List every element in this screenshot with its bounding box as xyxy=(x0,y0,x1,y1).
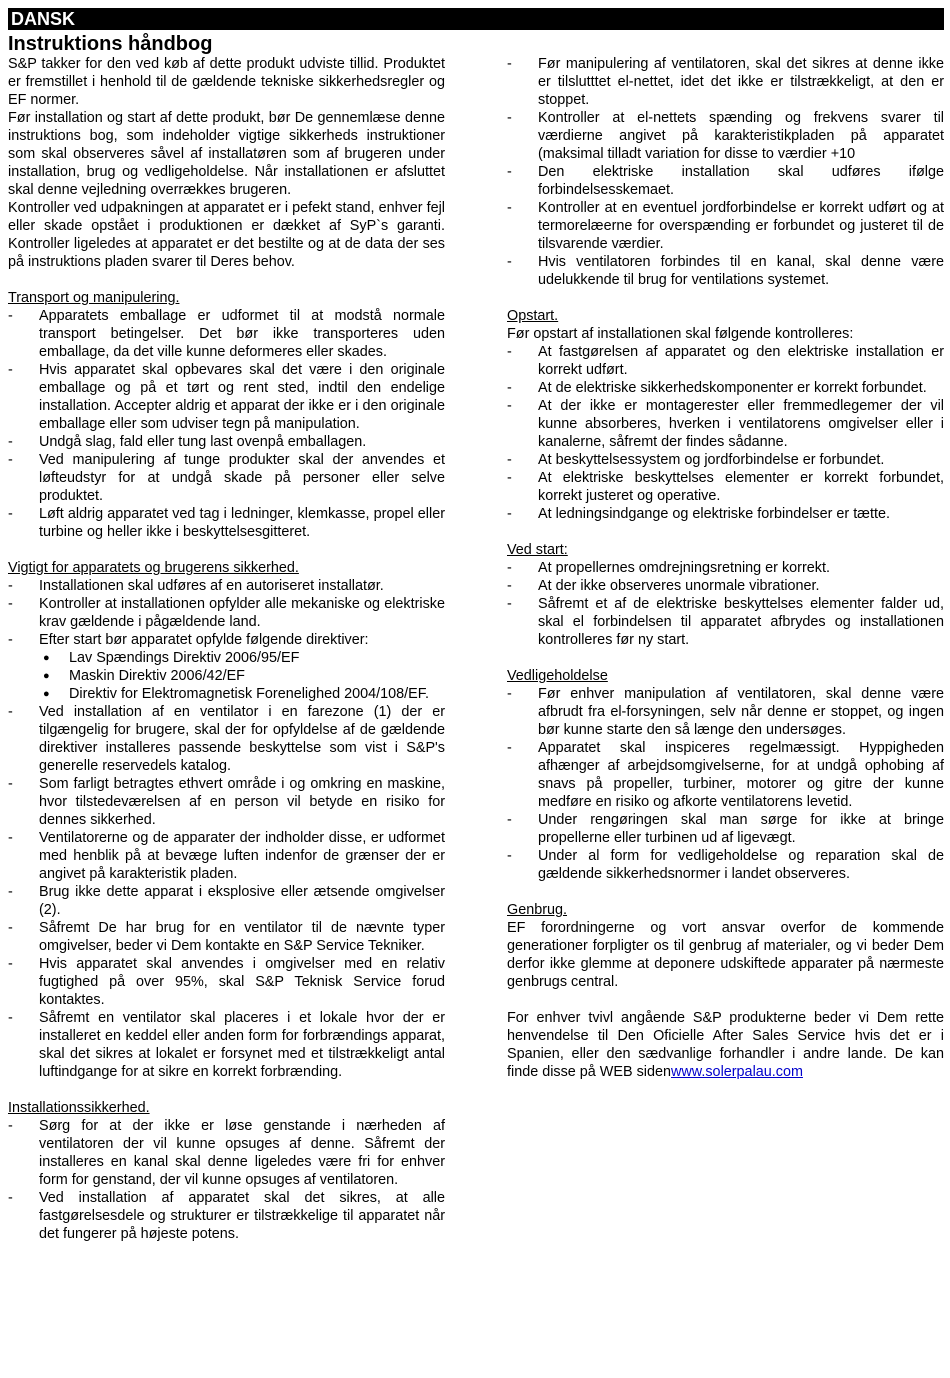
right-column xyxy=(507,55,944,1081)
list-item: - Før manipulering af ventilatoren, skal det sikres at denne ikke er tilslutttet el-nettet, idet det ikke er tilstrækkeligt, at den er stoppet. xyxy=(507,55,944,109)
list-item: - Hvis ventilatoren forbindes til en kanal, skal denne være udelukkende til brug for ventilations systemet. xyxy=(507,253,944,289)
page-title: Instruktions håndbog xyxy=(8,33,213,55)
list-item: - At der ikke er montagerester eller fremmedlegemer der vil kunne absorberes, hverken i ventilatorens omgivelser eller i kanalerne, såfremt der findes sådanne. xyxy=(507,397,944,451)
directive-item: ● Maskin Direktiv 2006/42/EF xyxy=(39,667,445,685)
list-item: - Hvis apparatet skal anvendes i omgivelser med en relativ fugtighed på over 95%, skal S&P Teknisk Service forud kontaktes. xyxy=(8,955,445,1009)
intro-paragraph: S&P takker for den ved køb af dette produkt udviste tillid. Produktet er fremstillet i henhold til de gældende tekniske sikkerhedsregler og EF normer. xyxy=(8,56,445,108)
list-item: - Apparatet skal inspiceres regelmæssigt. Hyppigheden afhænger af arbejdsomgivelserne, for at undgå ophobing af snavs på propeller, turbiner, motorer og gitre der kunne medføre en risiko og afkorte ventilatorens levetid. xyxy=(507,739,944,811)
list-item: - At beskyttelsessystem og jordforbindelse er forbundet. xyxy=(507,451,944,469)
list-item: - Installationen skal udføres af en autoriseret installatør. xyxy=(8,577,445,595)
list-item: - Under rengøringen skal man sørge for ikke at bringe propellerne eller turbinen ud af ligevægt. xyxy=(507,811,944,847)
list-item: - At der ikke observeres unormale vibrationer. xyxy=(507,577,944,595)
left-column xyxy=(8,55,445,1243)
section-heading-safety: Vigtigt for apparatets og brugerens sikkerhed. xyxy=(8,560,299,576)
list-item: - At ledningsindgange og elektriske forbindelser er tætte. xyxy=(507,505,944,523)
at-start-list xyxy=(507,559,944,649)
website-link[interactable]: www.solerpalau.com xyxy=(670,1064,803,1080)
list-item: - Som farligt betragtes ethvert område i og omkring en maskine, hvor tilstedeværelsen af en person vil betyde en risiko for dennes sikkerhed. xyxy=(8,775,445,829)
list-item: - Såfremt en ventilator skal placeres i et lokale hvor der er installeret en keddel eller anden form for forbrændings apparat, skal det sikres at lokalet er forsynet med et tilstrækkeligt antal luftindgange for at sikre en korrekt forbrænding. xyxy=(8,1009,445,1081)
list-item: - Hvis apparatet skal opbevares skal det være i den originale emballage og på et tørt og rent sted, indtil den endelige installation. Accepter aldrig et apparat der ikke er i den originale emballage eller som udviser tegn på manipulation. xyxy=(8,361,445,433)
transport-list xyxy=(8,307,445,541)
language-banner: DANSK xyxy=(8,8,944,30)
section-heading-recycling: Genbrug. xyxy=(507,902,568,918)
section-heading-at-start: Ved start: xyxy=(507,542,568,558)
directive-item: ● Direktiv for Elektromagnetisk Forenelighed 2004/108/EF. xyxy=(39,685,445,703)
list-item: - Ved manipulering af tunge produkter skal der anvendes et løfteudstyr for at undgå skade på personer eller selve produktet. xyxy=(8,451,445,505)
section-heading-maintenance: Vedligeholdelse xyxy=(507,668,608,684)
list-item: - At de elektriske sikkerhedskomponenter er korrekt forbundet. xyxy=(507,379,944,397)
directives-list xyxy=(8,649,445,703)
startup-intro: Før opstart af installationen skal følgende kontrolleres: xyxy=(507,326,854,342)
maintenance-list xyxy=(507,685,944,883)
section-heading-startup: Opstart. xyxy=(507,308,559,324)
list-item: - Såfremt De har brug for en ventilator til de nævnte typer omgivelser, beder vi Dem kontakte en S&P Service Tekniker. xyxy=(8,919,445,955)
list-item: - Kontroller at installationen opfylder alle mekaniske og elektriske krav gældende i pågældende land. xyxy=(8,595,445,631)
list-item: - Kontroller at el-nettets spænding og frekvens svarer til værdierne angivet på karakteristikpladen på apparatet (maksimal tilladt variation for disse to værdier +10 xyxy=(507,109,944,163)
intro-paragraph: Før installation og start af dette produkt, bør De gennemlæse denne instruktions bog, som indeholder vigtige sikkerheds instruktioner som skal observeres såvel af installatøren som af brugeren under installation, brug og vedligeholdelse. Når installationen er afsluttet skal denne vejledning overrækkes brugeren. xyxy=(8,110,445,198)
list-item: - Brug ikke dette apparat i eksplosive eller ætsende omgivelser (2). xyxy=(8,883,445,919)
continued-safety-list xyxy=(507,55,944,289)
list-item: - Under al form for vedligeholdelse og reparation skal de gældende sikkerhedsnormer i landet observeres. xyxy=(507,847,944,883)
closing-text: For enhver tvivl angående S&P produkterne beder vi Dem rette henvendelse til Den Oficielle After Sales Service hvis det er i Spanien, eller den sædvanlige forhandler i andre lande. De kan finde disse på WEB siden xyxy=(507,1010,944,1080)
recycling-text: EF forordningerne og vort ansvar overfor de kommende generationer forpligter os til genbrug af materialer, og vi beder Dem derfor ikke glemme at deponere udskiftede apparater på nærmeste genbrugs central. xyxy=(507,920,944,990)
section-heading-transport: Transport og manipulering. xyxy=(8,290,180,306)
directive-item: ● Lav Spændings Direktiv 2006/95/EF xyxy=(39,649,445,667)
list-item: - Ved installation af en ventilator i en farezone (1) der er tilgængelig for brugere, skal der for opfyldelse af de gældende direktiver installeres passende beskyttelse som vist i S&P's generelle reservedels katalog. xyxy=(8,703,445,775)
list-item: - Såfremt et af de elektriske beskyttelses elementer falder ud, skal el forbindelsen til apparatet afbrydes og installationen kontrolleres før ny start. xyxy=(507,595,944,649)
closing-paragraph xyxy=(507,1009,944,1081)
list-item: - At elektriske beskyttelses elementer er korrekt forbundet, korrekt justeret og operative. xyxy=(507,469,944,505)
list-item: - Apparatets emballage er udformet til at modstå normale transport betingelser. Det bør ikke transporteres uden emballage, da det ville kunne deformeres eller skades. xyxy=(8,307,445,361)
list-item: - Efter start bør apparatet opfylde følgende direktiver: xyxy=(8,631,445,649)
safety-list xyxy=(8,577,445,649)
list-item: - Undgå slag, fald eller tung last ovenpå emballagen. xyxy=(8,433,445,451)
safety-list-continued xyxy=(8,703,445,1081)
list-item: - Ventilatorerne og de apparater der indholder disse, er udformet med henblik på at bevæge luften indenfor de grænser der er angivet på karakteristik pladen. xyxy=(8,829,445,883)
list-item: - At propellernes omdrejningsretning er korrekt. xyxy=(507,559,944,577)
list-item: - Før enhver manipulation af ventilatoren, skal denne være afbrudt fra el-forsyningen, selv når denne er stoppet, og ingen bør kunne starte den så længe den undersøges. xyxy=(507,685,944,739)
list-item: - Løft aldrig apparatet ved tag i ledninger, klemkasse, propel eller turbine og heller ikke i beskyttelsesgitteret. xyxy=(8,505,445,541)
list-item: - Den elektriske installation skal udføres ifølge forbindelsesskemaet. xyxy=(507,163,944,199)
list-item: - Sørg for at der ikke er løse genstande i nærheden af ventilatoren der vil kunne opsuges af denne. Såfremt der installeres en kanal skal denne ligeledes være fri for enhver form for genstand, der vil kunne opsuges af ventilatoren. xyxy=(8,1117,445,1189)
startup-list xyxy=(507,343,944,523)
list-item: - At fastgørelsen af apparatet og den elektriske installation er korrekt udført. xyxy=(507,343,944,379)
list-item: - Kontroller at en eventuel jordforbindelse er korrekt udført og at termorelæerne for overspænding er forbundet og justeret til de tilsvarende værdier. xyxy=(507,199,944,253)
list-item: - Ved installation af apparatet skal det sikres, at alle fastgørelsesdele og strukturer er tilstrækkelige til apparatet når det fungerer på højeste potens. xyxy=(8,1189,445,1243)
install-safety-list xyxy=(8,1117,445,1243)
section-heading-install-safety: Installationssikkerhed. xyxy=(8,1100,150,1116)
intro-paragraph: Kontroller ved udpakningen at apparatet er i pefekt stand, enhver fejl eller skade opstået i produktionen er dækket af SyP`s garanti. Kontroller ligeledes at apparatet er det bestilte og at de data der ses på instruktions pladen svarer til Deres behov. xyxy=(8,200,445,270)
